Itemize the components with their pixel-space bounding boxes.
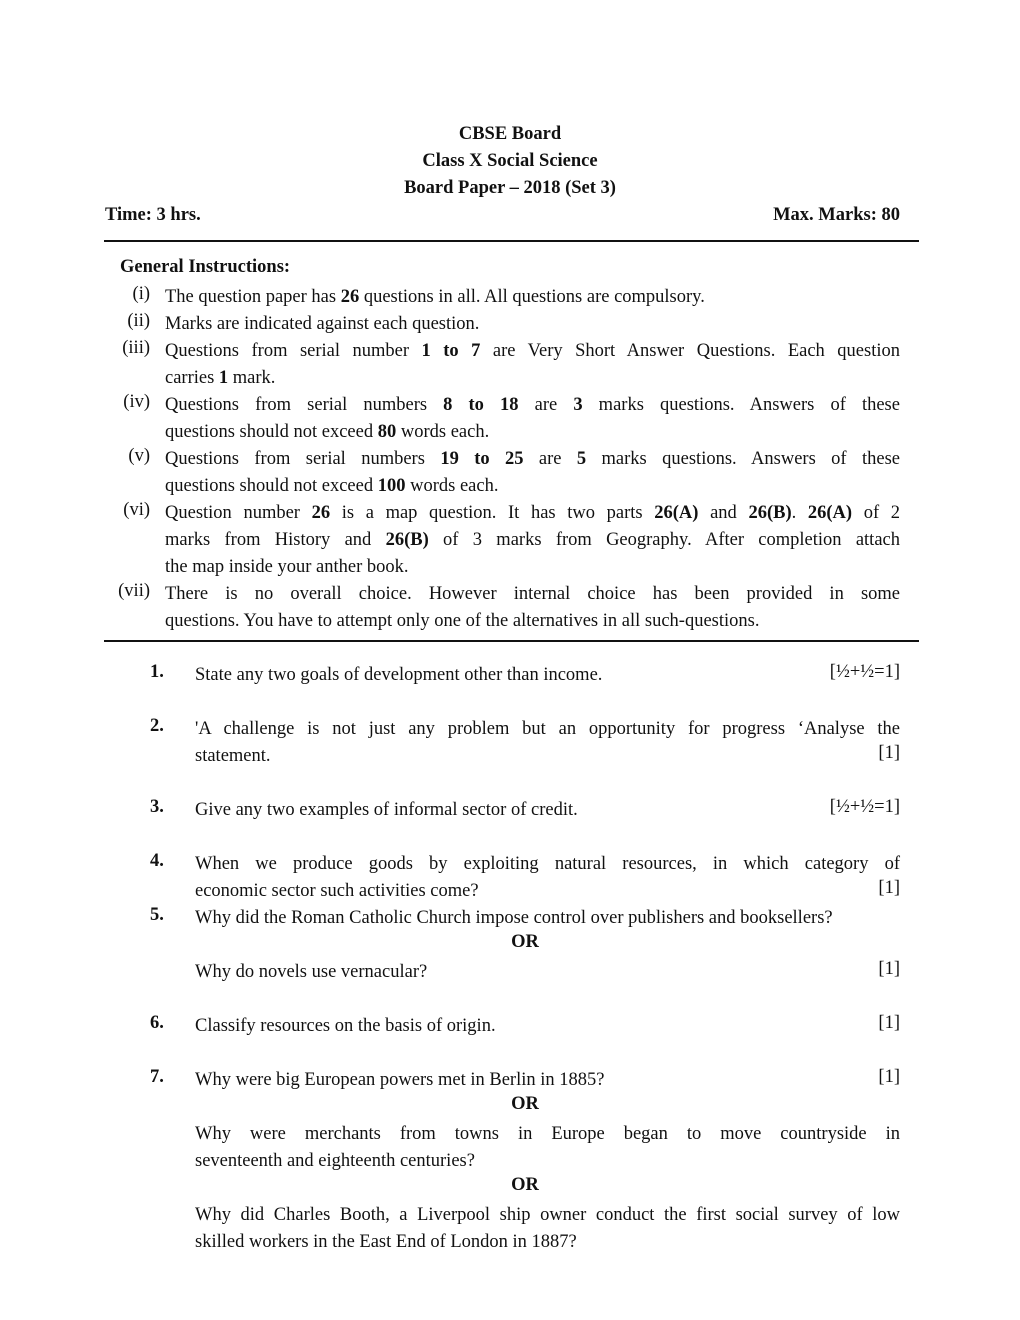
question-text: 'A challenge is not just any problem but an opportunity for progress ‘Analyse the statement.	[195, 719, 900, 766]
question-marks: [1]	[878, 1067, 900, 1087]
instruction-number: (v)	[128, 446, 150, 466]
instruction-text: The question paper has 26 questions in all. All questions are compulsory.	[165, 287, 705, 307]
question-text: Give any two examples of informal sector of credit.	[195, 800, 578, 820]
question-text: When we produce goods by exploiting natural resources, in which category of economic sector such activities come?	[195, 854, 900, 901]
time-label: Time: 3 hrs.	[105, 205, 201, 225]
question-number: 4.	[150, 851, 164, 871]
instruction-number: (vi)	[123, 500, 150, 520]
board-title: CBSE Board	[458, 124, 562, 144]
alternative-question-text: Why do novels use vernacular?	[195, 962, 428, 982]
paper-title: Board Paper – 2018 (Set 3)	[404, 178, 616, 198]
instruction-text: Question number 26 is a map question. It has two parts 26(A) and 26(B). 26(A) of 2 marks from History and 26(B) of 3 marks from Geography. After completion attach the map inside your anther book.	[165, 503, 901, 577]
question-marks: [1]	[878, 743, 900, 763]
instruction-number: (ii)	[127, 311, 150, 331]
question-marks: [½+½=1]	[829, 662, 900, 682]
question-number: 7.	[150, 1067, 164, 1087]
instruction-number: (iii)	[122, 338, 150, 358]
alternative-question-text: Why did Charles Booth, a Liverpool ship owner conduct the first social survey of low skilled workers in the East End of London in 1887?	[195, 1205, 900, 1252]
question-text: Why were big European powers met in Berlin in 1885?	[195, 1070, 605, 1090]
instruction-text: Marks are indicated against each question.	[165, 314, 480, 334]
question-number: 2.	[150, 716, 164, 736]
question-text: Why did the Roman Catholic Church impose control over publishers and booksellers?	[195, 908, 833, 928]
question-number: 1.	[150, 662, 164, 682]
question-number: 3.	[150, 797, 164, 817]
question-marks: [1]	[878, 878, 900, 898]
instruction-number: (iv)	[123, 392, 150, 412]
question-text: State any two goals of development other than income.	[195, 665, 603, 685]
instructions-title: General Instructions:	[120, 257, 291, 277]
instruction-number: (i)	[132, 284, 150, 304]
question-marks: [½+½=1]	[829, 797, 900, 817]
question-number: 5.	[150, 905, 164, 925]
or-separator: OR	[511, 1094, 539, 1114]
question-text: Classify resources on the basis of origin.	[195, 1016, 496, 1036]
class-title: Class X Social Science	[422, 151, 598, 171]
question-marks: [1]	[878, 1013, 900, 1033]
or-separator: OR	[511, 1175, 539, 1195]
or-separator: OR	[511, 932, 539, 952]
instruction-number: (vii)	[118, 581, 150, 601]
question-marks: [1]	[878, 959, 900, 979]
instruction-text: Questions from serial number 1 to 7 are Very Short Answer Questions. Each question carries 1 mark.	[165, 341, 900, 388]
instruction-text: Questions from serial numbers 8 to 18 are 3 marks questions. Answers of these questions should not exceed 80 words each.	[165, 395, 900, 442]
instruction-text: There is no overall choice. However internal choice has been provided in some questions. You have to attempt only one of the alternatives in all such-questions.	[165, 584, 900, 631]
max-marks-label: Max. Marks: 80	[773, 205, 900, 225]
alternative-question-text: Why were merchants from towns in Europe began to move countryside in seventeenth and eighteenth centuries?	[195, 1124, 900, 1171]
instructions-divider	[104, 640, 919, 642]
instruction-text: Questions from serial numbers 19 to 25 are 5 marks questions. Answers of these questions should not exceed 100 words each.	[165, 449, 900, 496]
question-number: 6.	[150, 1013, 164, 1033]
header-divider	[104, 240, 919, 242]
